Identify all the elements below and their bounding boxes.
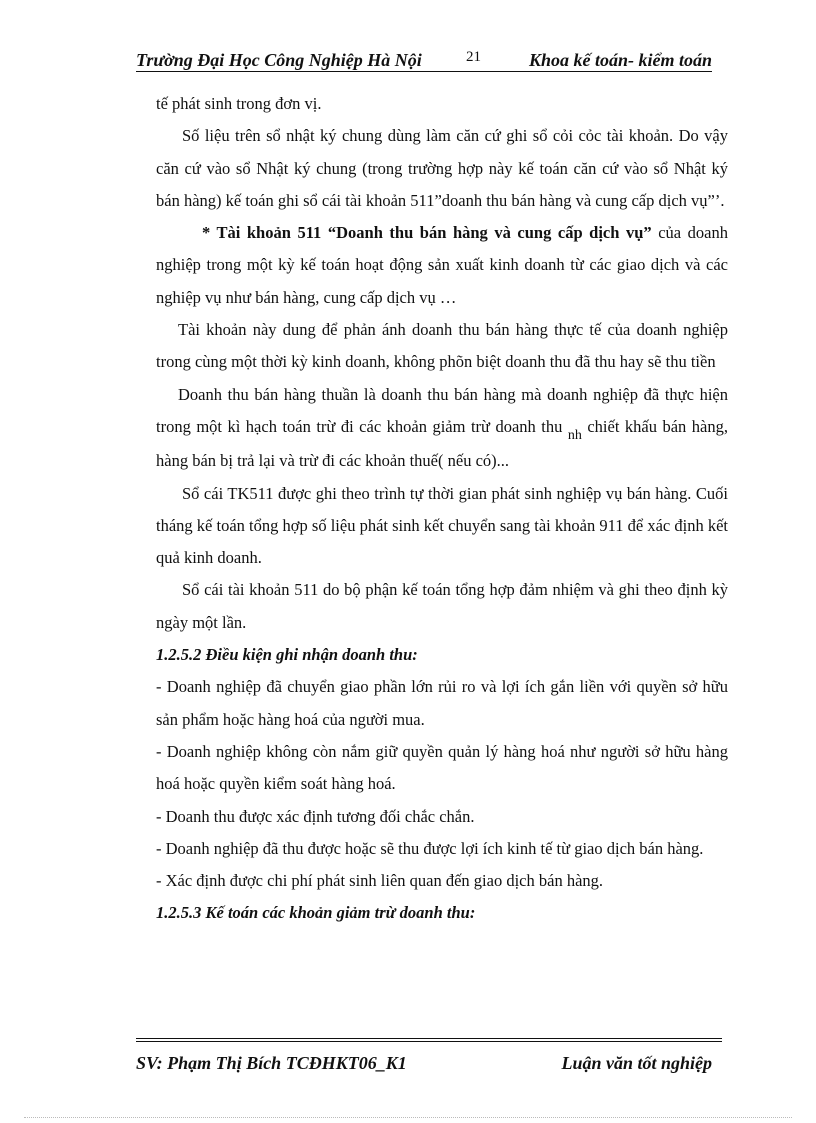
paragraph-3-text: của doanh nghiệp trong một kỳ kế toán hoạt động sản xuất kinh doanh từ các giao dịch và các nghiệp vụ như bán hàng, cung cấp dịch vụ … bbox=[156, 223, 728, 307]
section-heading-1-2-5-3: 1.2.5.3 Kế toán các khoản giảm trừ doanh thu: bbox=[156, 903, 476, 923]
footer-rule-bottom bbox=[136, 1041, 722, 1042]
page-edge-dotted-line bbox=[24, 1117, 792, 1118]
header-rule bbox=[136, 71, 712, 72]
condition-item-3: - Doanh thu được xác định tương đối chắc chắn. bbox=[156, 806, 475, 826]
page-footer bbox=[136, 1053, 712, 1079]
page-number: 21 bbox=[466, 49, 481, 65]
paragraph-6: Sổ cái TK511 được ghi theo trình tự thời gian phát sinh nghiệp vụ bán hàng. Cuối tháng kế toán tổng hợp số liệu phát sinh kết chuyển sang tài khoản 911 để xác định kết quả kinh doanh. bbox=[156, 483, 728, 568]
paragraph-4: Tài khoản này dung để phản ánh doanh thu bán hàng thực tế của doanh nghiệp trong cùng một thời kỳ kinh doanh, không phõn biệt doanh thu đã thu hay sẽ thu tiền bbox=[156, 320, 728, 372]
paragraph-5-text: Doanh thu bán hàng thuần là doanh thu bán hàng mà doanh nghiệp đã thực hiện trong một kì hạch toán trừ đi các khoản giảm trừ doanh thu bbox=[156, 384, 728, 436]
footer-rule-top bbox=[136, 1038, 722, 1039]
section-heading-1-2-5-2: 1.2.5.2 Điều kiện ghi nhận doanh thu: bbox=[156, 645, 418, 665]
paragraph-2: Số liệu trên sổ nhật ký chung dùng làm căn cứ ghi sổ cỏi cỏc tài khoản. Do vậy căn cứ vào sổ Nhật ký chung (trong trường hợp này kế toán căn cứ vào sổ Nhật ký bán hàng) kế toán ghi sổ cái tài khoản 511”doanh thu bán hàng và cung cấp dịch vụ”’. bbox=[156, 126, 728, 210]
paragraph-1: tế phát sinh trong đơn vị. bbox=[156, 94, 322, 113]
header-school: Trường Đại Học Công Nghiệp Hà Nội bbox=[136, 50, 422, 70]
footer-student: SV: Phạm Thị Bích TCĐHKT06_K1 bbox=[136, 1053, 407, 1073]
paragraph-7: Sổ cái tài khoản 511 do bộ phận kế toán tổng hợp đảm nhiệm và ghi theo định kỳ ngày một lần. bbox=[156, 580, 728, 632]
paragraph-5 bbox=[156, 379, 728, 478]
condition-item-4: - Doanh nghiệp đã thu được hoặc sẽ thu được lợi ích kinh tế từ giao dịch bán hàng. bbox=[156, 838, 704, 858]
page-header bbox=[136, 46, 712, 72]
account-511-title: * Tài khoản 511 “Doanh thu bán hàng và cung cấp dịch vụ” bbox=[202, 223, 652, 243]
footer-thesis: Luận văn tốt nghiệp bbox=[561, 1053, 712, 1073]
header-department: Khoa kế toán- kiểm toán bbox=[528, 50, 712, 70]
condition-item-1: - Doanh nghiệp đã chuyển giao phần lớn rủi ro và lợi ích gắn liền với quyền sở hữu sản phẩm hoặc hàng hoá của người mua. bbox=[156, 677, 728, 729]
document-body bbox=[156, 88, 728, 930]
condition-item-5: - Xác định được chi phí phát sinh liên quan đến giao dịch bán hàng. bbox=[156, 871, 604, 891]
condition-item-2: - Doanh nghiệp không còn nắm giữ quyền quản lý hàng hoá như người sở hữu hàng hoá hoặc quyền kiểm soát hàng hoá. bbox=[156, 741, 728, 794]
paragraph-5-continuation: chiết khấu bán hàng, hàng bán bị trả lại và trừ đi các khoản thuế( nếu có)... bbox=[156, 416, 728, 471]
paragraph-3 bbox=[156, 217, 728, 314]
paragraph-5-fragment: nh bbox=[567, 427, 582, 443]
